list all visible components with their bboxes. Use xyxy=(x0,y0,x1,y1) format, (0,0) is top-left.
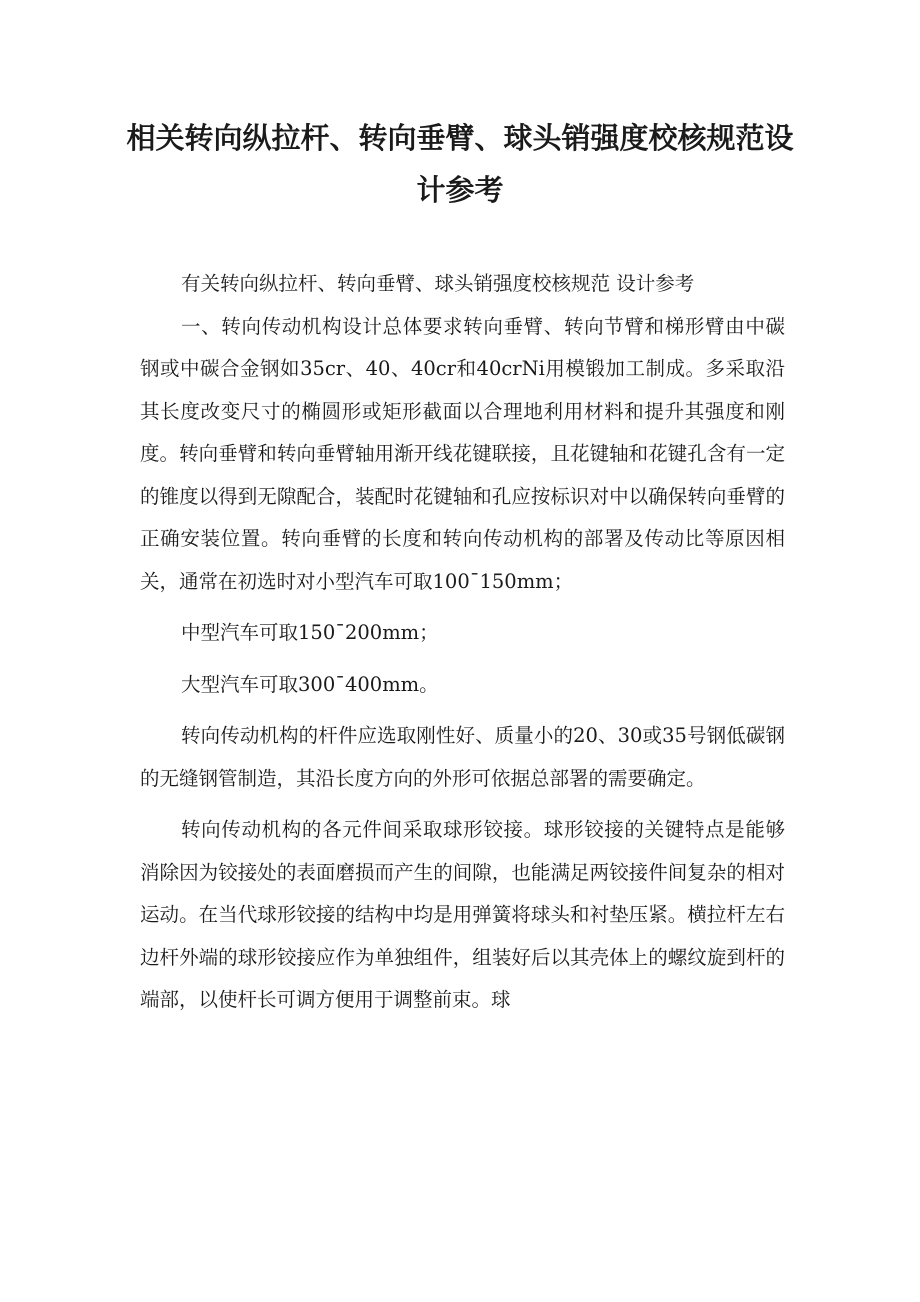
paragraph-ball-joint: 转向传动机构的各元件间采取球形铰接。球形铰接的关键特点是能够消除因为铰接处的表面磨损而产生的间隙，也能满足两铰接件间复杂的相对运动。在当代球形铰接的结构中均是用弹簧将球头和衬垫压紧。横拉杆左右边杆外端的球形铰接应作为单独组件，组装好后以其壳体上的螺纹旋到杆的端部，以使杆长可调方便用于调整前束。球 xyxy=(140,818,785,1011)
document-body xyxy=(140,263,785,1022)
paragraph-rod-material: 转向传动机构的杆件应选取刚性好、质量小的20、30或35号钢低碳钢 的无缝钢管制造，其沿长度方向的外形可依据总部署的需要确定。 xyxy=(140,724,785,790)
paragraph-large-vehicle: 大型汽车可取300¯400mm。 xyxy=(181,672,439,696)
paragraph-general-requirements: 一、转向传动机构设计总体要求转向垂臂、转向节臂和梯形臂由中碳钢或中碳合金钢如35cr、40、40cr和40crNi用模锻加工制成。多采取沿其长度改变尺寸的椭圆形或矩形截面以合理地利用材料和提升其强度和刚度。转向垂臂和转向垂臂轴用渐开线花键联接，且花键轴和花键孔含有一定的锥度以得到无隙配合，装配时花键轴和孔应按标识对中以确保转向垂臂的正确安装位置。转向垂臂的长度和转向传动机构的部署及传动比等原因相关，通常在初选时对小型汽车可取100¯150mm； xyxy=(140,314,785,593)
paragraph-medium-vehicle: 中型汽车可取150¯200mm； xyxy=(181,621,439,644)
document-title: 相关转向纵拉杆、转向垂臂、球头销强度校核规范设计参考 xyxy=(126,121,794,207)
paragraph-subtitle: 有关转向纵拉杆、转向垂臂、球头销强度校核规范 设计参考 xyxy=(181,272,695,295)
